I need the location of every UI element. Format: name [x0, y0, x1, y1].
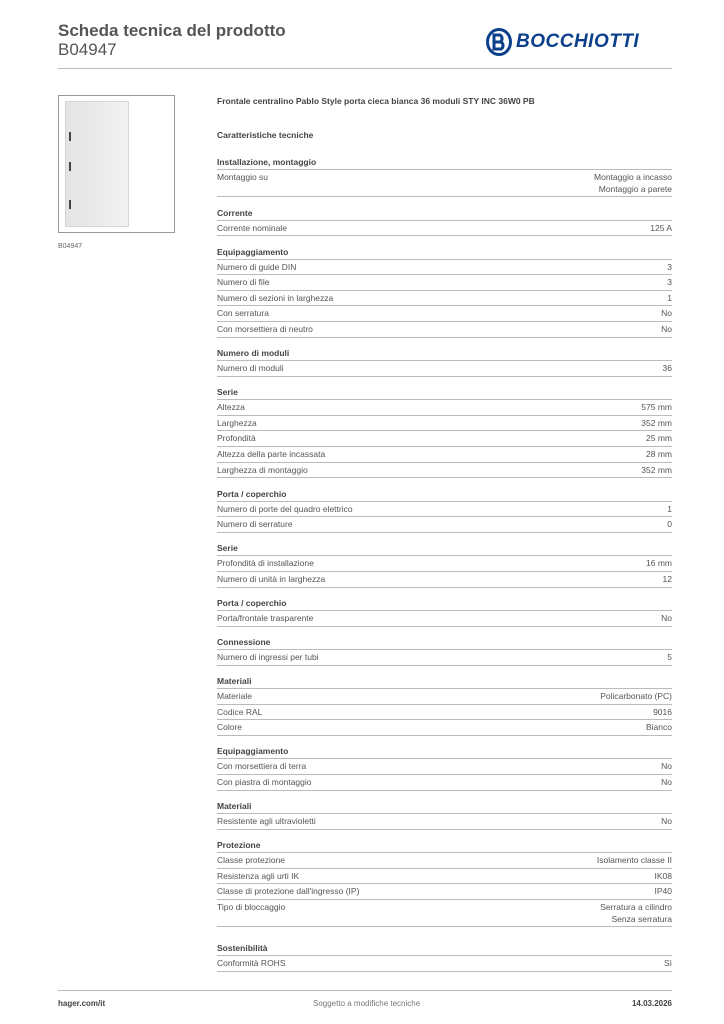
spec-value: 16 mm [646, 558, 672, 569]
spec-row [217, 306, 672, 322]
section-heading: Installazione, montaggio [217, 155, 672, 170]
spec-value: No [661, 308, 672, 319]
product-image [58, 95, 175, 233]
spec-label: Classe di protezione dall'ingresso (IP) [217, 886, 360, 897]
spec-value: Isolamento classe II [596, 855, 672, 866]
spec-row [217, 275, 672, 291]
spec-row [217, 705, 672, 721]
spec-label: Colore [217, 722, 243, 733]
spec-label: Altezza [217, 402, 245, 413]
section-heading: Materiali [217, 674, 672, 689]
spec-value: 1 [667, 292, 672, 303]
spec-value: Sì [663, 958, 672, 969]
spec-label: Porta/frontale trasparente [217, 613, 314, 623]
spec-row [217, 869, 672, 885]
spec-subtitle: Caratteristiche tecniche [217, 130, 314, 140]
spec-row [217, 416, 672, 432]
spec-label: Numero di serrature [217, 519, 293, 530]
spec-section [217, 245, 672, 338]
spec-label: Classe protezione [217, 855, 286, 866]
header-divider [58, 68, 672, 69]
product-code: B04947 [58, 40, 117, 59]
section-heading: Protezione [217, 838, 672, 853]
spec-label: Numero di ingressi per tubi [217, 652, 319, 663]
spec-row [217, 400, 672, 416]
section-heading: Numero di moduli [217, 346, 672, 361]
spec-label: Montaggio su [217, 172, 269, 182]
section-heading: Corrente [217, 206, 672, 221]
spec-value: 5 [667, 652, 672, 663]
spec-section [217, 206, 672, 237]
image-caption: B04947 [58, 243, 83, 250]
spec-section [217, 799, 672, 830]
section-heading: Equipaggiamento [217, 245, 672, 260]
spec-value: No [661, 323, 672, 334]
spec-value: No [661, 777, 672, 788]
spec-row [217, 611, 672, 627]
spec-label: Profondità di installazione [217, 558, 314, 569]
spec-row [217, 884, 672, 900]
spec-value: 352 mm [641, 464, 672, 475]
spec-row [217, 775, 672, 791]
spec-row [217, 361, 672, 377]
brand-logo [486, 28, 639, 56]
spec-value: 0 [667, 519, 672, 530]
hinge [69, 162, 71, 171]
spec-section [217, 596, 672, 627]
spec-value: 12 [662, 573, 672, 584]
spec-value: 25 mm [646, 433, 672, 444]
spec-section [217, 744, 672, 790]
spec-row [217, 853, 672, 869]
spec-label: Corrente nominale [217, 222, 287, 233]
spec-label: Altezza della parte incassata [217, 448, 326, 459]
spec-label: Con piastra di montaggio [217, 777, 312, 788]
spec-label: Codice RAL [217, 706, 263, 717]
spec-label: Numero di guide DIN [217, 261, 297, 272]
spec-section [217, 385, 672, 478]
spec-section [217, 941, 672, 972]
spec-value: 3 [667, 277, 672, 288]
spec-value: 3 [667, 261, 672, 272]
spec-label: Numero di file [217, 277, 270, 288]
spec-label: Conformità ROHS [217, 958, 286, 969]
section-heading: Serie [217, 541, 672, 556]
spec-row [217, 221, 672, 237]
spec-row [217, 900, 672, 927]
spec-section [217, 487, 672, 533]
spec-row [217, 322, 672, 338]
section-heading: Connessione [217, 635, 672, 650]
spec-label: Con serratura [217, 308, 269, 319]
spec-row [217, 720, 672, 736]
spec-label: Larghezza [217, 417, 257, 428]
spec-value: Montaggio a incasso Montaggio a parete [594, 172, 672, 194]
spec-value: IK08 [654, 870, 672, 881]
spec-row [217, 556, 672, 572]
spec-value: Bianco [646, 722, 672, 733]
spec-value: No [661, 761, 672, 772]
spec-section [217, 635, 672, 666]
section-heading: Sostenibilità [217, 941, 672, 956]
spec-row [217, 759, 672, 775]
footer-website[interactable]: hager.com/it [58, 999, 106, 1008]
spec-value: IP40 [654, 886, 672, 897]
spec-value: 352 mm [641, 417, 672, 428]
spec-row [217, 431, 672, 447]
spec-section [217, 674, 672, 736]
door-panel [65, 101, 129, 227]
spec-value: 9016 [653, 706, 672, 717]
spec-row [217, 650, 672, 666]
section-heading: Materiali [217, 799, 672, 814]
spec-label: Resistenza agli urti IK [217, 870, 300, 881]
spec-section [217, 838, 672, 927]
spec-section [217, 346, 672, 377]
section-heading: Equipaggiamento [217, 744, 672, 759]
spec-row [217, 517, 672, 533]
product-title: Frontale centralino Pablo Style porta cieca bianca 36 moduli STY INC 36W0 PB [217, 96, 535, 106]
spec-value: Serratura a cilindro Senza serratura [600, 902, 672, 925]
spec-row [217, 447, 672, 463]
spec-label: Resistente agli ultravioletti [217, 816, 316, 827]
spec-content [217, 94, 672, 972]
brand-name: BOCCHIOTTI [516, 31, 640, 52]
spec-label: Con morsettiera di terra [217, 761, 307, 772]
spec-label: Tipo di bloccaggio [217, 902, 286, 913]
spec-label: Con morsettiera di neutro [217, 323, 313, 334]
spec-label: Numero di sezioni in larghezza [217, 292, 334, 303]
spec-row [217, 260, 672, 276]
spec-row [217, 814, 672, 830]
spec-value: 36 [662, 363, 672, 374]
spec-label: Profondità [217, 433, 256, 444]
spec-row [217, 689, 672, 705]
spec-label: Numero di porte del quadro elettrico [217, 503, 353, 514]
section-heading: Porta / coperchio [217, 487, 672, 502]
spec-label: Larghezza di montaggio [217, 464, 308, 475]
spec-label: Numero di unità in larghezza [217, 573, 326, 584]
spec-value: 28 mm [646, 448, 672, 459]
spec-value: 575 mm [641, 402, 672, 413]
section-heading: Porta / coperchio [217, 596, 672, 611]
spec-value: Policarbonato (PC) [600, 691, 672, 702]
footer-divider [58, 990, 672, 991]
spec-row [217, 170, 672, 197]
spec-section [217, 541, 672, 587]
spec-row [217, 572, 672, 588]
spec-row [217, 502, 672, 518]
hinge [69, 132, 71, 141]
spec-label: Materiale [217, 691, 252, 702]
spec-row [217, 291, 672, 307]
page-title: Scheda tecnica del prodotto [58, 21, 286, 40]
bocchiotti-logo-icon [486, 28, 512, 56]
spec-row [217, 463, 672, 479]
footer-note: Soggetto a modifiche tecniche [313, 999, 421, 1008]
spec-value: No [661, 613, 672, 623]
hinge [69, 200, 71, 209]
spec-value: No [661, 816, 672, 827]
spec-row [217, 956, 672, 972]
spec-value: 125 A [650, 222, 672, 233]
spec-sections [217, 155, 672, 972]
footer-date: 14.03.2026 [631, 999, 672, 1008]
spec-section [217, 155, 672, 197]
section-heading: Serie [217, 385, 672, 400]
spec-label: Numero di moduli [217, 363, 284, 374]
spec-value: 1 [667, 503, 672, 514]
